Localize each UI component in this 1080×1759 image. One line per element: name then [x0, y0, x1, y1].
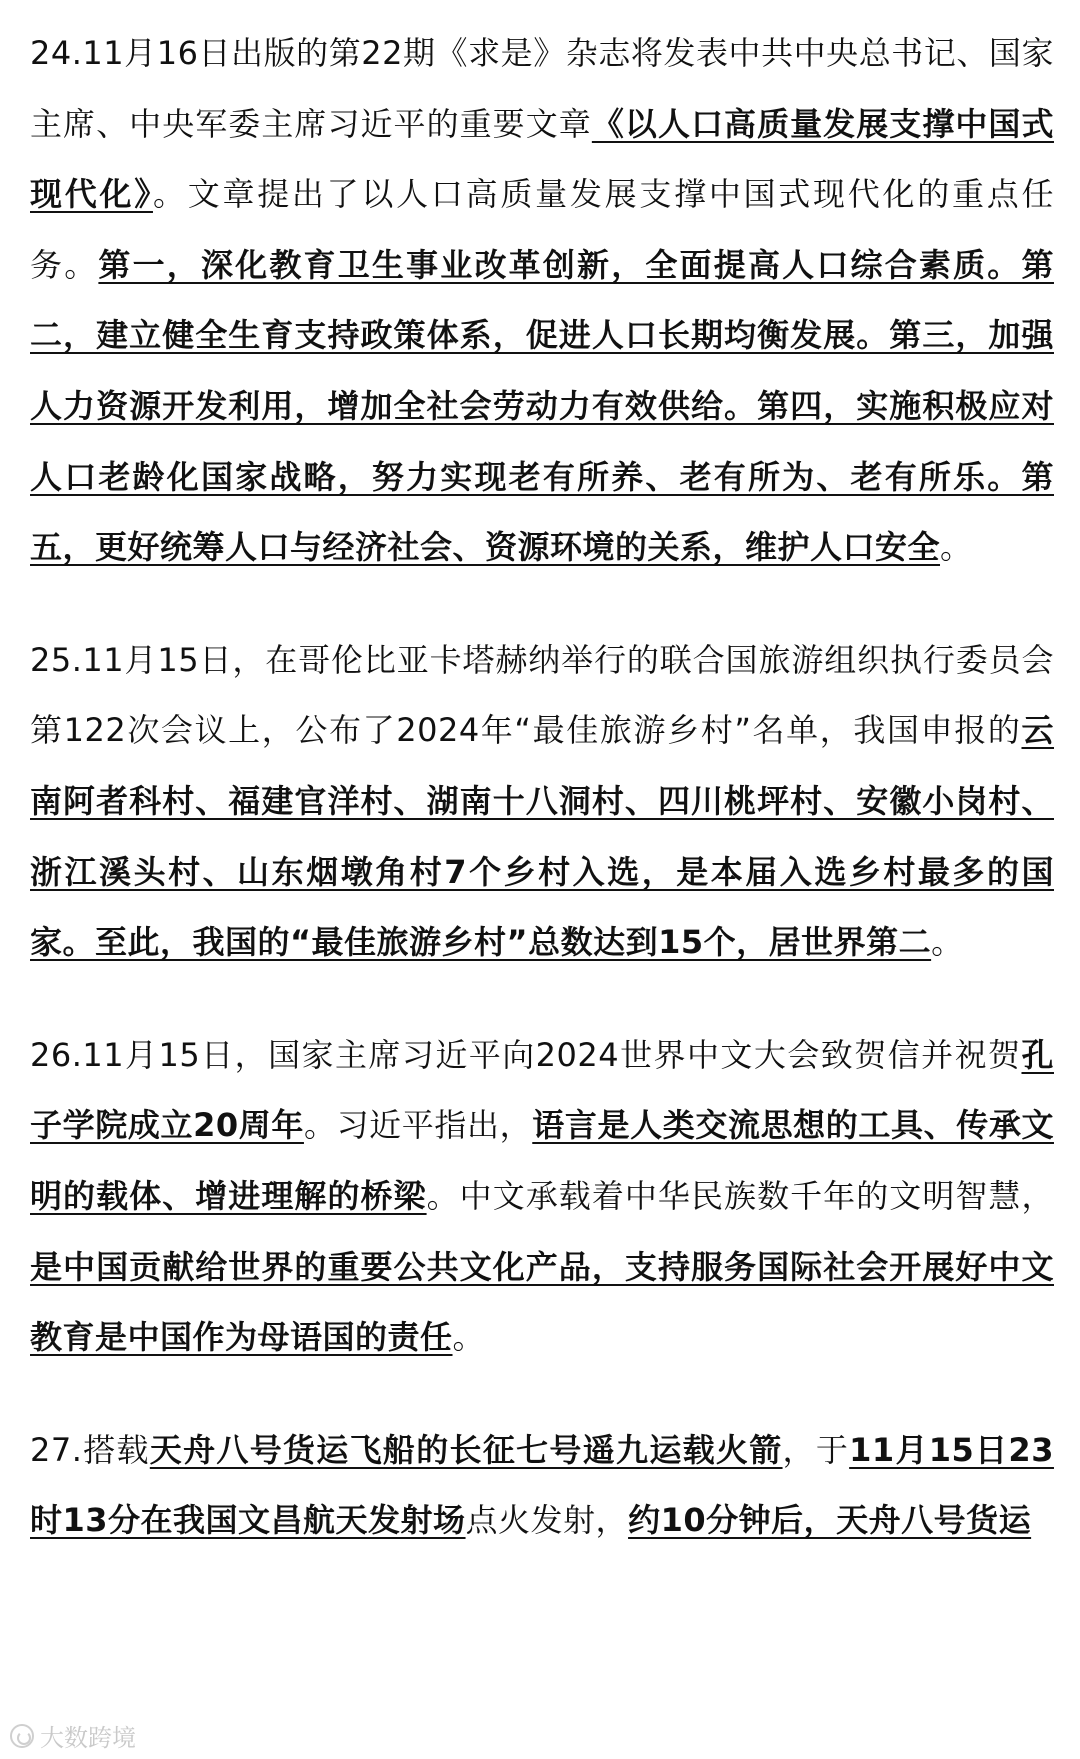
highlighted-text: 《以人口高质量发展支撑中国式现代化》	[30, 104, 1054, 214]
body-text: 。	[940, 528, 973, 567]
body-text: 27.搭载	[30, 1430, 150, 1469]
body-text: 。文章提出了以人口高质量发展支撑中国式现代化的重点任务。	[30, 175, 1054, 284]
body-text: 24.11月16日出版的第22期《求是》杂志将发表中共中央总书记、国家主席、中央军委主席习近平的重要文章	[30, 34, 1054, 143]
document-body	[30, 18, 1054, 1598]
body-text: 26.11月15日，国家主席习近平向2024世界中文大会致贺信并祝贺	[30, 1035, 1022, 1074]
highlighted-text: 约10分钟后，天舟八号货运	[628, 1501, 1032, 1540]
news-item-24	[30, 18, 1054, 583]
highlighted-text: 语言是人类交流思想的工具、传承文明的载体、增进理解的桥梁	[30, 1106, 1054, 1215]
highlighted-text: 孔子学院成立20周年	[30, 1035, 1054, 1145]
news-item-26	[30, 1020, 1054, 1373]
body-text: 。中文承载着中华民族数千年的文明智慧，	[426, 1176, 1054, 1215]
body-text: 点火发射，	[465, 1501, 629, 1540]
news-item-27	[30, 1415, 1054, 1556]
highlighted-text: 天舟八号货运飞船的长征七号遥九运载火箭	[149, 1430, 783, 1469]
highlighted-text: 11月15日23时13分在我国文昌航天发射场	[30, 1430, 1054, 1540]
highlighted-text: 是中国贡献给世界的重要公共文化产品，支持服务国际社会开展好中文教育是中国作为母语国的责任	[30, 1247, 1054, 1357]
body-text: ，于	[782, 1430, 850, 1469]
watermark-text: 大数跨境	[40, 1724, 136, 1752]
body-text: 25.11月15日，在哥伦比亚卡塔赫纳举行的联合国旅游组织执行委员会第122次会议上，公布了2024年“最佳旅游乡村”名单，我国申报的	[30, 640, 1054, 750]
body-text: 。习近平指出，	[303, 1106, 533, 1145]
body-text: 。	[452, 1318, 486, 1357]
news-item-25	[30, 625, 1054, 978]
watermark	[10, 1718, 136, 1753]
highlighted-text: 第一，深化教育卫生事业改革创新，全面提高人口综合素质。第二，建立健全生育支持政策体系，促进人口长期均衡发展。第三，加强人力资源开发利用，增加全社会劳动力有效供给。第四，实施积极应对人口老龄化国家战略，努力实现老有所养、老有所为、老有所乐。第五，更好统筹人口与经济社会、资源环境的关系，维护人口安全	[30, 245, 1054, 567]
highlighted-text: 云南阿者科村、福建官洋村、湖南十八洞村、四川桃坪村、安徽小岗村、浙江溪头村、山东烟墩角村7个乡村入选，是本届入选乡村最多的国家。至此，我国的“最佳旅游乡村”总数达到15个，居世界第二	[30, 711, 1054, 962]
body-text: 。	[931, 923, 964, 962]
circle-logo-icon	[10, 1724, 34, 1748]
